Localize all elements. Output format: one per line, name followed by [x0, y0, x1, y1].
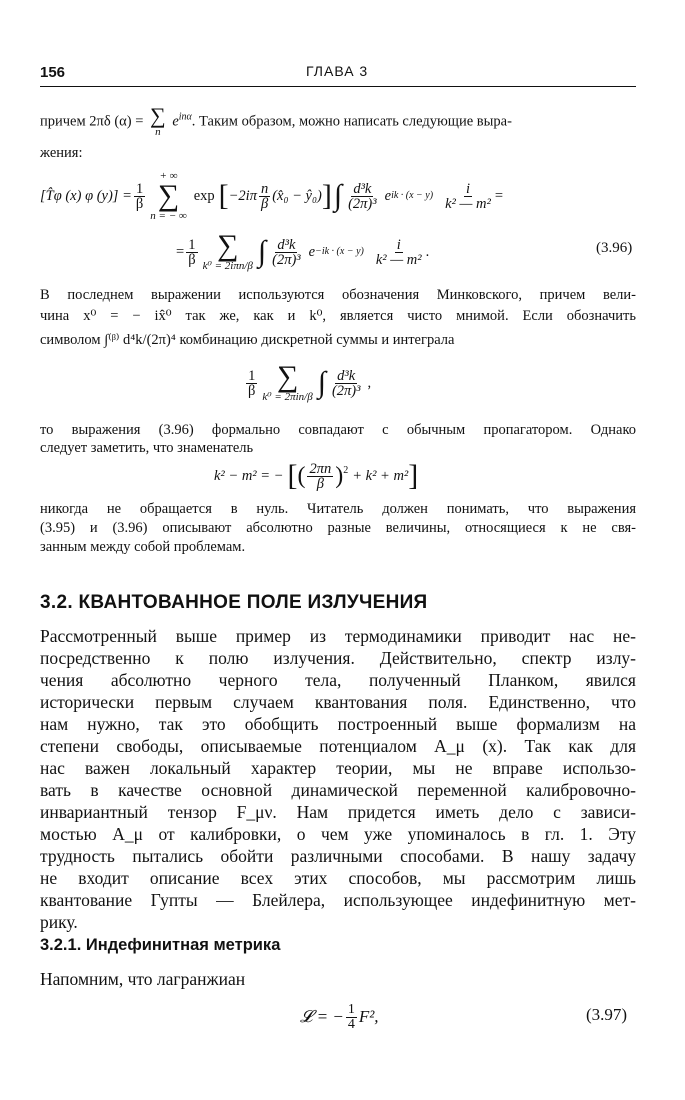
body-line-6: нас важен локальный характер теории, мы не вправе использо-	[40, 758, 636, 778]
eq396-bracket-open: [	[218, 179, 229, 212]
eq396-sum: + ∞ ∑ n = − ∞	[150, 170, 187, 222]
denom-frac: $\frac{2\pi n}{\beta}$	[309, 460, 332, 492]
para1-line-1: чина x⁰ = − ix̂⁰ так же, как и k⁰, является чисто мнимой. Если обозначить	[40, 308, 636, 324]
para3-line-1: (3.95) и (3.96) описывают абсолютно разные величины, относящиеся к не свя-	[40, 520, 636, 536]
denom-bracket-close: ]	[408, 459, 419, 492]
page-number: 156	[40, 64, 66, 81]
intro-prefix: причем 2πδ (α) =	[40, 113, 144, 130]
eq396-equals: =	[494, 188, 504, 204]
intro-line	[40, 103, 636, 138]
body-line-13: рику.	[40, 912, 78, 932]
header-rule	[40, 86, 636, 87]
body-line-11: не входит описание всех этих способов, мы рассмотрим лишь	[40, 868, 636, 888]
para3-line-2: занным между собой проблемам.	[40, 539, 246, 555]
combo-tail: ,	[367, 375, 372, 391]
integral-icon: ∫	[333, 179, 343, 212]
denom-paren-close: )	[335, 463, 344, 489]
subsection-title: 3.2.1. Индефинитная метрика	[40, 936, 281, 954]
eq396-exp-word: exp	[193, 188, 215, 204]
denom-tail: + k² + m²	[352, 468, 409, 484]
eq396-lhs: [T̂φ (x) φ (y)] =	[40, 188, 132, 204]
intro-line-2: жения:	[40, 145, 83, 161]
combo-sum: ∑ k⁰ = 2πin/β	[262, 360, 313, 403]
eq396-line2-eq: =	[176, 244, 185, 260]
eq397-lhs: 𝓛 = −	[300, 1007, 344, 1026]
denom-paren-open: (	[297, 463, 306, 489]
integral-icon: ∫	[257, 235, 267, 268]
closing-line: Напомним, что лагранжиан	[40, 969, 246, 989]
eq396-n-over-beta: $\frac{n}{\beta}$	[260, 180, 269, 212]
body-line-7: вать в качестве основной динамической переменной калибровочно-	[40, 780, 636, 800]
eq-combo	[244, 352, 371, 414]
eq396-line2-exp-sup: −ik · (x − y)	[315, 246, 364, 257]
eq396-number: (3.96)	[596, 240, 633, 256]
eq396-line2-one-over-beta: $\frac{1}{\beta}$	[188, 236, 196, 268]
eq396-line2-exp: e	[308, 244, 316, 260]
body-line-12: квантование Гупты — Блейлера, использующее индефинитную мет-	[40, 890, 636, 910]
eq396-line2-d3k: $\frac{\text{d³k}}{\text{(2π)³}}$	[272, 236, 301, 268]
intro-exp-sup: inα	[178, 111, 192, 123]
body-line-3: исторически первым случаем квантования поля. Единственно, что	[40, 692, 636, 712]
para1-line-2: символом ∫⁽ᵝ⁾ d⁴k/(2π)⁴ комбинацию дискретной суммы и интеграла	[40, 332, 455, 348]
body-line-1: посредственно к полю излучения. Действительно, спектр излу-	[40, 648, 636, 668]
eq-denom: k² − m² = − [ ( $\frac{2\pi n}{\beta}$ ) $^2$ + k² + m² ]	[214, 459, 419, 492]
eq397-rhs: F²,	[358, 1007, 379, 1026]
body-line-10: трудность пытались обойти различными способами. В нашу задачу	[40, 846, 636, 866]
intro-sum: ∑ n	[150, 103, 166, 138]
chapter-title: ГЛАВА 3	[306, 63, 369, 79]
section-title: 3.2. КВАНТОВАННОЕ ПОЛЕ ИЗЛУЧЕНИЯ	[40, 592, 428, 613]
combo-d3k: $\frac{\text{d³k}}{\text{(2π)³}}$	[331, 367, 361, 399]
eq396-line2: = $\frac{1}{\beta}$ ∑ k⁰ = 2iπn/β ∫ $\frac{\text{d³k}}{\text{(2π)³}}$ e −ik · (x − y) $\frac{i}{\text{k² — m²}}$ .	[176, 229, 430, 272]
eq396-exp-tail: (x̂₀ − ŷ₀)	[272, 188, 322, 204]
para2-line-0: то выражения (3.96) формально совпадают с обычным пропагатором. Однако	[40, 422, 636, 438]
para1-line-0: В последнем выражении используются обозначения Минковского, причем вели-	[40, 287, 636, 303]
eq397	[300, 996, 379, 1038]
intro-exp: e	[172, 113, 179, 130]
integral-icon: ∫	[317, 366, 326, 399]
eq396-line2-sum: ∑ k⁰ = 2iπn/β	[202, 229, 253, 272]
body-line-5: степени свободы, описываемые потенциалом A_μ (x). Так как для	[40, 736, 636, 756]
eq396-exp1: e	[384, 188, 392, 204]
para3-line-0: никогда не обращается в нуль. Читатель должен понимать, что выражения	[40, 501, 636, 517]
body-line-0: Рассмотренный выше пример из термодинамики приводит нас не-	[40, 626, 636, 646]
body-line-2: чения абсолютно черного тела, полученный Планком, явился	[40, 670, 636, 690]
denom-bracket-open: [	[287, 459, 298, 492]
eq397-number: (3.97)	[586, 1005, 628, 1024]
body-line-8: инвариантный тензор F_μν. Нам придется иметь дело с зависи-	[40, 802, 636, 822]
para2-line-1: следует заметить, что знаменатель	[40, 440, 254, 456]
combo-one-over-beta: $\frac{1}{\beta}$	[248, 367, 256, 399]
eq397-frac: $\frac{1}{4}$	[347, 1001, 355, 1032]
body-line-9: мостью A_μ от калибровки, о чем уже упоминалось в гл. 1. Эту	[40, 824, 636, 844]
eq396-d3k: $\frac{\text{d³k}}{\text{(2π)³}}$	[348, 180, 377, 212]
eq396-propagator: $\frac{i}{\text{k² — m²}}$	[445, 180, 491, 212]
eq396-bracket-close: ]	[321, 179, 332, 212]
intro-suffix: . Таким образом, можно написать следующие выра-	[191, 113, 512, 130]
body-line-4: нам нужно, так это обобщить построенный выше формализм на	[40, 714, 636, 734]
eq396-line2-propagator: $\frac{i}{\text{k² — m²}}$	[375, 236, 422, 268]
intro-sum-index: n	[155, 126, 161, 138]
eq396-exp-arg: −2iπ	[228, 188, 257, 204]
denom-lhs: k² − m² = −	[214, 468, 284, 484]
eq396-line1	[40, 166, 503, 226]
eq396-one-over-beta: $\frac{1}{\beta}$	[135, 180, 144, 212]
eq396-exp1-sup: ik · (x − y)	[391, 190, 434, 201]
